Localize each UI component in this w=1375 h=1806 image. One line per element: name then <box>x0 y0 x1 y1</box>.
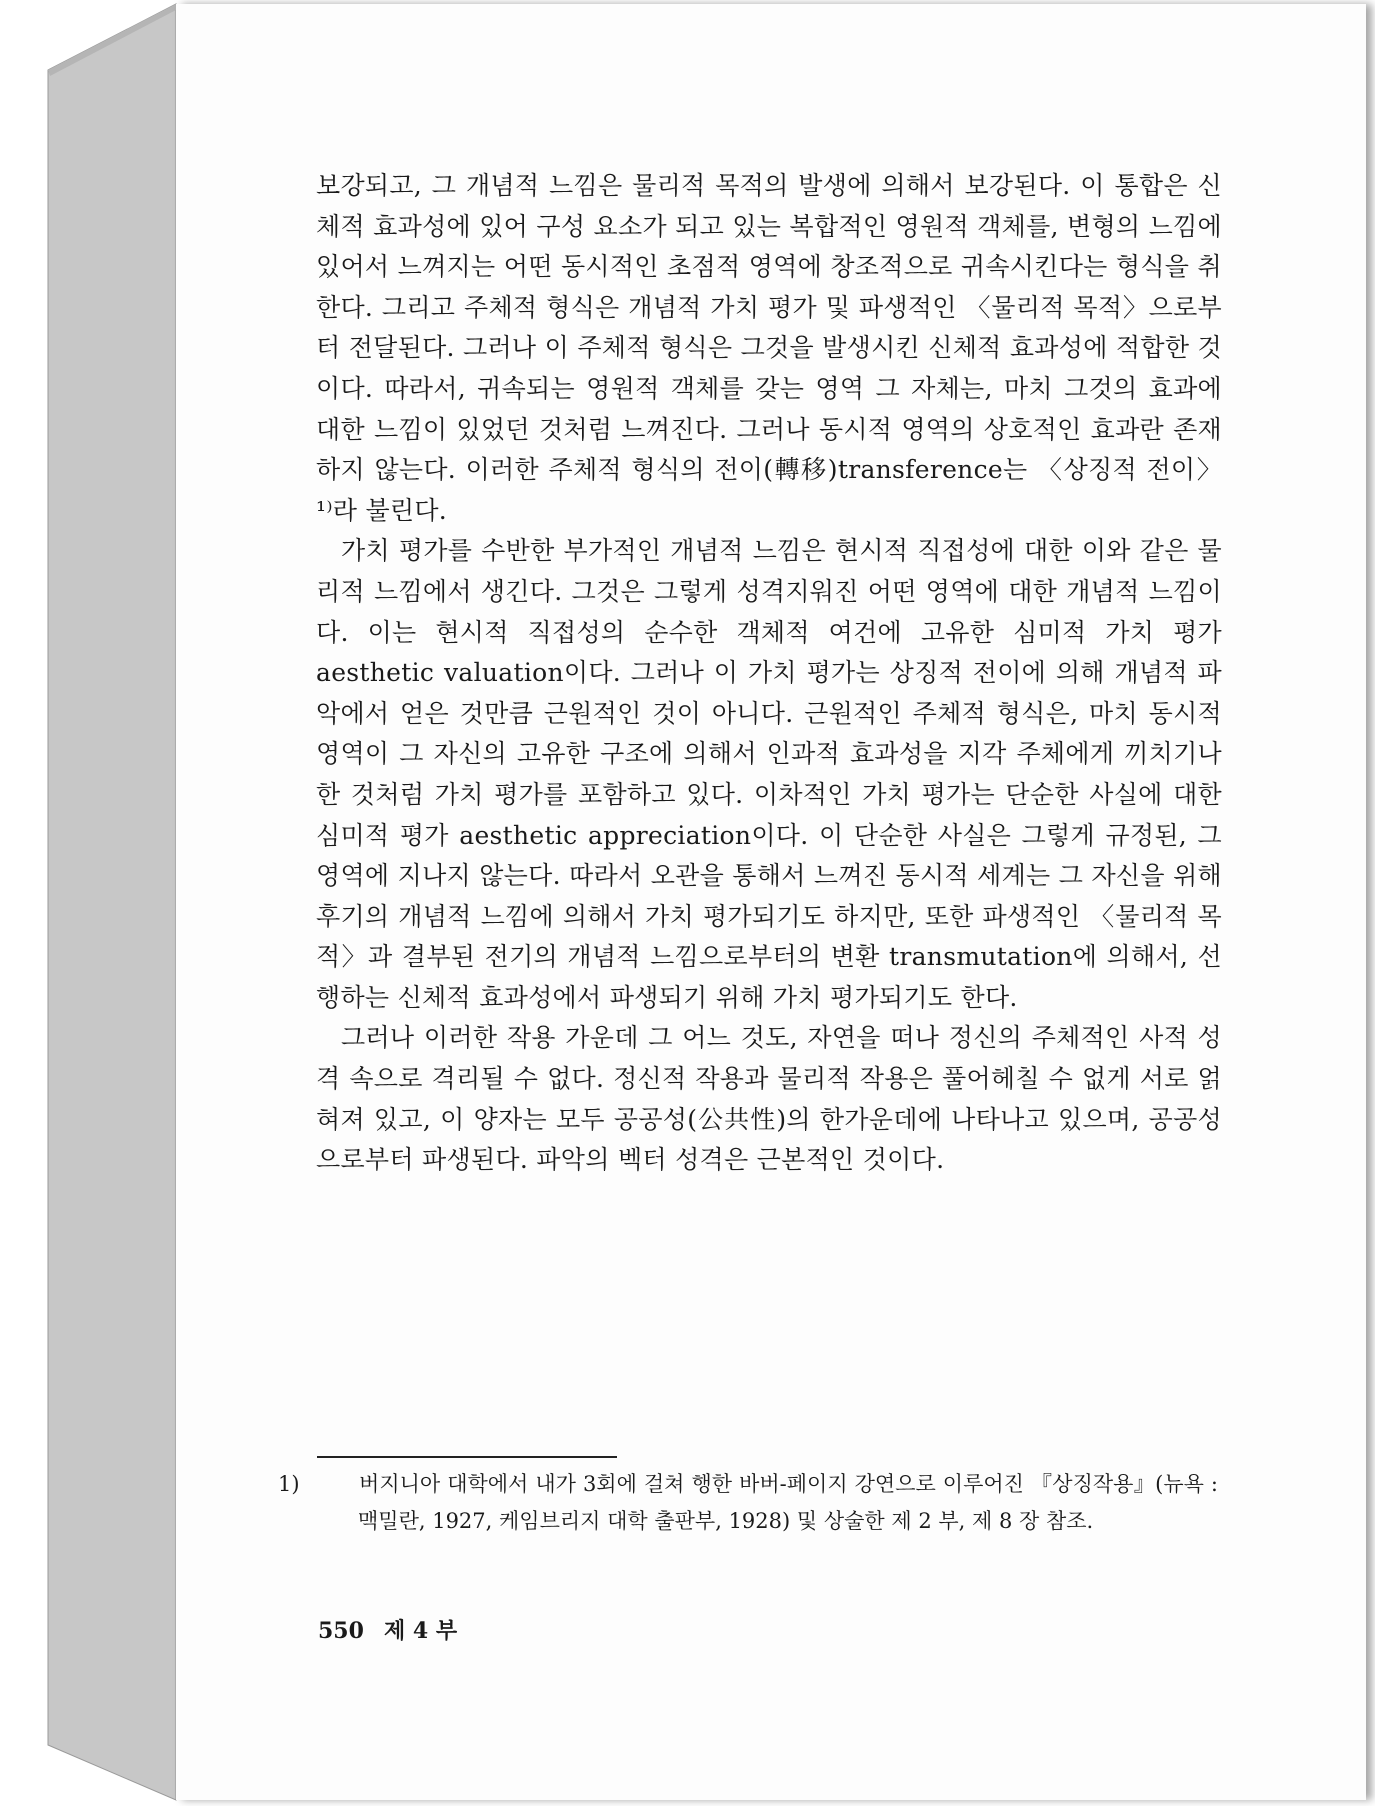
footnote <box>278 1466 1218 1540</box>
part-label: 제 4 부 <box>383 1618 458 1644</box>
paragraph-2: 가치 평가를 수반한 부가적인 개념적 느낌은 현시적 직접성에 대한 이와 같은 물리적 느낌에서 생긴다. 그것은 그렇게 성격지워진 어떤 영역에 대한 개념적 느낌이다. 이는 현시적 직접성의 순수한 객체적 여건에 고유한 심미적 가치 평가 aesthetic valuation이다. 그러나 이 가치 평가는 상징적 전이에 의해 개념적 파악에서 얻은 것만큼 근원적인 것이 아니다. 근원적인 주체적 형식은, 마치 동시적 영역이 그 자신의 고유한 구조에 의해서 인과적 효과성을 지각 주체에게 끼치기나 한 것처럼 가치 평가를 포함하고 있다. 이차적인 가치 평가는 단순한 사실에 대한 심미적 평가 aesthetic appreciation이다. 이 단순한 사실은 그렇게 규정된, 그 영역에 지나지 않는다. 따라서 오관을 통해서 느껴진 동시적 세계는 그 자신을 위해 후기의 개념적 느낌에 의해서 가치 평가되기도 하지만, 또한 파생적인 〈물리적 목적〉과 결부된 전기의 개념적 느낌으로부터의 변환 transmutation에 의해서, 선행하는 신체적 효과성에서 파생되기 위해 가치 평가되기도 한다. <box>316 536 1222 1012</box>
footnote-number: 1) <box>278 1472 300 1496</box>
page-footer <box>318 1614 477 1645</box>
footnote-line <box>278 1466 1218 1540</box>
paragraph-3: 그러나 이러한 작용 가운데 그 어느 것도, 자연을 떠나 정신의 주체적인 사적 성격 속으로 격리될 수 없다. 정신적 작용과 물리적 작용은 풀어헤칠 수 없게 서로 얽혀져 있고, 이 양자는 모두 공공성(公共性)의 한가운데에 나타나고 있으며, 공공성으로부터 파생된다. 파악의 벡터 성격은 근본적인 것이다. <box>316 1023 1222 1175</box>
paragraph-1: 보강되고, 그 개념적 느낌은 물리적 목적의 발생에 의해서 보강된다. 이 통합은 신체적 효과성에 있어 구성 요소가 되고 있는 복합적인 영원적 객체를, 변형의 느낌에 있어서 느껴지는 어떤 동시적인 초점적 영역에 창조적으로 귀속시킨다는 형식을 취한다. 그리고 주체적 형식은 개념적 가치 평가 및 파생적인 〈물리적 목적〉으로부터 전달된다. 그러나 이 주체적 형식은 그것을 발생시킨 신체적 효과성에 적합한 것이다. 따라서, 귀속되는 영원적 객체를 갖는 영역 그 자체는, 마치 그것의 효과에 대한 느낌이 있었던 것처럼 느껴진다. 그러나 동시적 영역의 상호적인 효과란 존재하지 않는다. 이러한 주체적 형식의 전이(轉移)transference는 〈상징적 전이〉¹⁾라 불린다. <box>316 171 1222 525</box>
footnote-divider <box>317 1456 617 1458</box>
body-text <box>316 166 1222 1181</box>
document-page <box>176 4 1366 1800</box>
footnote-text: 버지니아 대학에서 내가 3회에 걸쳐 행한 바버-페이지 강연으로 이루어진 『상징작용』(뉴욕 : 맥밀란, 1927, 케임브리지 대학 출판부, 1928) 및 상술한 제 2 부, 제 8 장 참조. <box>358 1472 1218 1533</box>
page-number: 550 <box>318 1618 364 1644</box>
